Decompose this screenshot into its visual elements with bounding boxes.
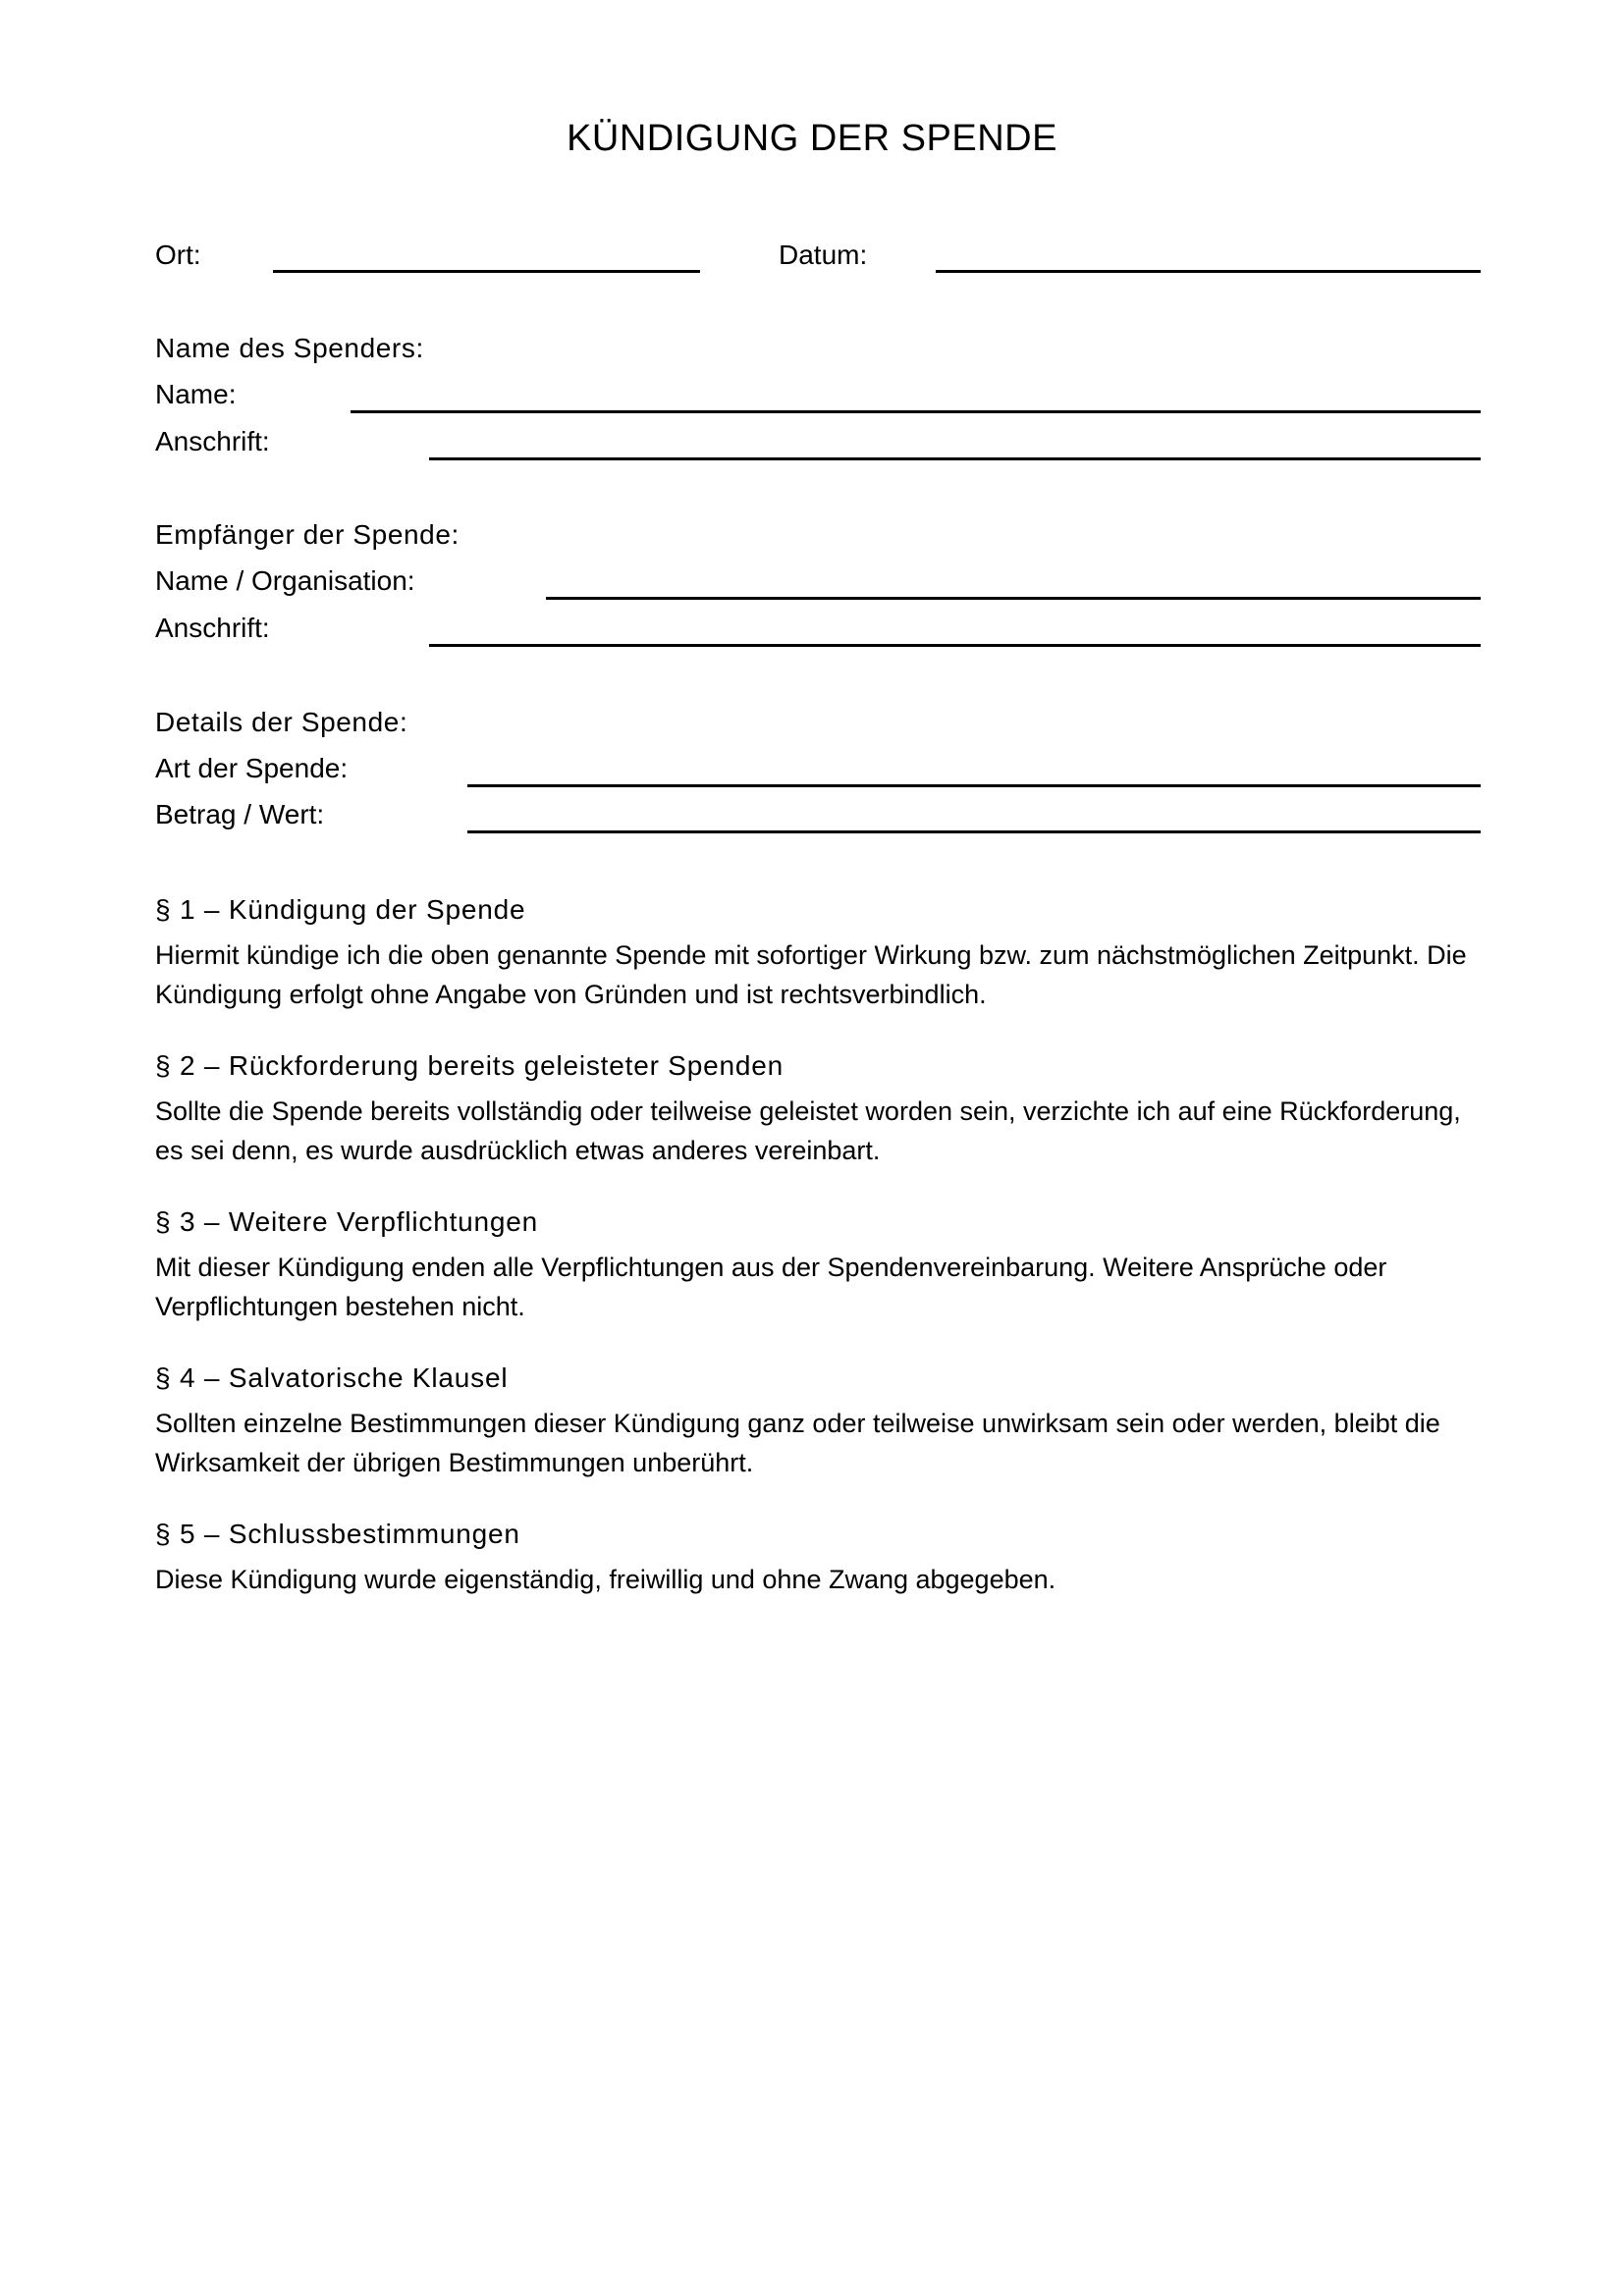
ort-blank-line[interactable] bbox=[273, 270, 700, 273]
document-title: KÜNDIGUNG DER SPENDE bbox=[567, 118, 1057, 159]
art-der-spende-blank-line[interactable] bbox=[467, 784, 1481, 787]
spender-name-blank-line[interactable] bbox=[351, 410, 1481, 413]
section-4-heading: § 4 – Salvatorische Klausel bbox=[155, 1362, 509, 1393]
section-3-body: Mit dieser Kündigung enden alle Verpflichtungen aus der Spendenvereinbarung. Weitere Ansprüche oder Verpflichtungen bestehen nicht. bbox=[155, 1253, 1387, 1321]
betrag-wert-blank-line[interactable] bbox=[467, 830, 1481, 833]
empfaenger-heading: Empfänger der Spende: bbox=[155, 519, 460, 550]
empfaenger-name-blank-line[interactable] bbox=[546, 597, 1481, 600]
section-1-heading: § 1 – Kündigung der Spende bbox=[155, 894, 526, 925]
section-5-heading: § 5 – Schlussbestimmungen bbox=[155, 1519, 520, 1549]
spender-anschrift-blank-line[interactable] bbox=[429, 457, 1481, 460]
section-5-body: Diese Kündigung wurde eigenständig, freiwillig und ohne Zwang abgegeben. bbox=[155, 1565, 1056, 1594]
section-3-heading: § 3 – Weitere Verpflichtungen bbox=[155, 1206, 539, 1237]
section-4-body: Sollten einzelne Bestimmungen dieser Kündigung ganz oder teilweise unwirksam sein oder werden, bleibt die Wirksamkeit der übrigen Bestimmungen unberührt. bbox=[155, 1409, 1440, 1477]
datum-label: Datum: bbox=[779, 240, 868, 270]
empfaenger-anschrift-blank-line[interactable] bbox=[429, 644, 1481, 647]
art-der-spende-label: Art der Spende: bbox=[155, 753, 349, 783]
details-heading: Details der Spende: bbox=[155, 707, 408, 737]
spender-heading: Name des Spenders: bbox=[155, 333, 424, 363]
ort-label: Ort: bbox=[155, 240, 201, 270]
datum-blank-line[interactable] bbox=[936, 270, 1481, 273]
empfaenger-name-label: Name / Organisation: bbox=[155, 565, 415, 596]
betrag-wert-label: Betrag / Wert: bbox=[155, 799, 325, 829]
spender-name-label: Name: bbox=[155, 379, 237, 409]
spender-anschrift-label: Anschrift: bbox=[155, 426, 270, 456]
section-2-body: Sollte die Spende bereits vollständig oder teilweise geleistet worden sein, verzichte ich auf eine Rückforderung, es sei denn, es wurde ausdrücklich etwas anderes vereinbart. bbox=[155, 1096, 1461, 1165]
section-2-heading: § 2 – Rückforderung bereits geleisteter Spenden bbox=[155, 1050, 784, 1081]
empfaenger-anschrift-label: Anschrift: bbox=[155, 613, 270, 643]
section-1-body: Hiermit kündige ich die oben genannte Spende mit sofortiger Wirkung bzw. zum nächstmöglichen Zeitpunkt. Die Kündigung erfolgt ohne Angabe von Gründen und ist rechtsverbindlich. bbox=[155, 940, 1467, 1009]
